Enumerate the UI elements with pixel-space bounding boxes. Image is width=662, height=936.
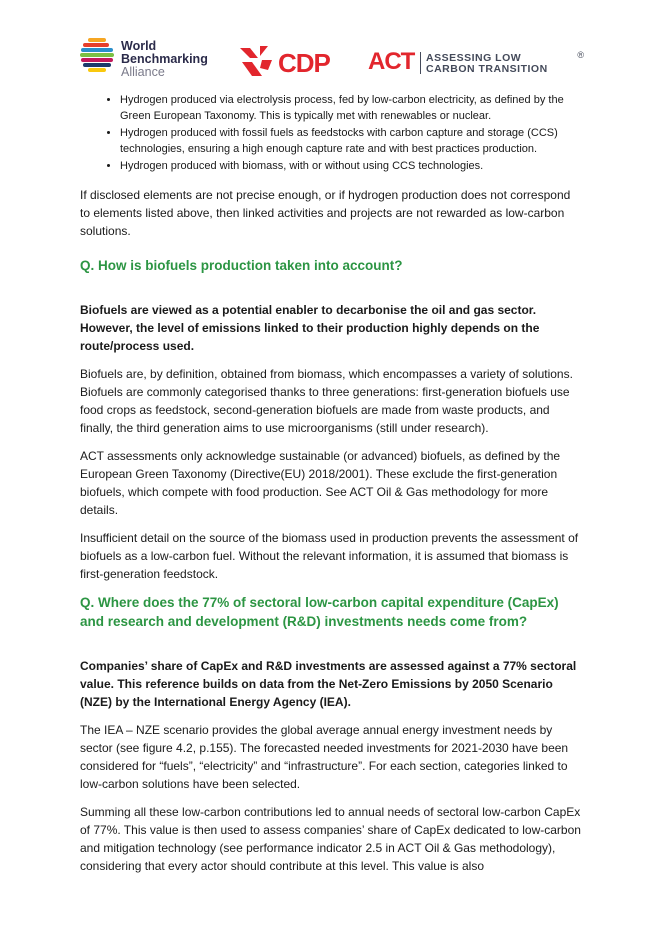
act-divider	[420, 52, 421, 74]
wba-logo-text	[121, 40, 208, 79]
list-item: • Hydrogen produced via electrolysis process, fed by low-carbon electricity, as defined by the Green European Taxonomy. This is typically met with renewables or nuclear.	[120, 92, 582, 124]
wba-line3: Alliance	[121, 65, 165, 79]
paragraph: ACT assessments only acknowledge sustainable (or advanced) biofuels, as defined by the European Green Taxonomy (Directive(EU) 2018/2001). These exclude the first-generation biofuels, which compete with food production. See ACT Oil & Gas methodology for more details.	[80, 449, 561, 517]
page-header	[80, 36, 582, 86]
act-subtitle-line1: ASSESSING LOW	[426, 52, 522, 64]
cdp-mark-icon	[238, 44, 276, 80]
paragraph: Biofuels are, by definition, obtained from biomass, which encompasses a variety of solutions. Biofuels are commonly categorised thanks to three generations: first-generation biofuels use food crops as feedstock, second-generation biofuels are made from waste products, and finally, the third generation aims to use microorganisms (still under research).	[80, 367, 573, 435]
paragraph: Insufficient detail on the source of the biomass used in production prevents the assessment of biofuels as a low-carbon fuel. Without the relevant information, it is assumed that biomass is first-generation feedstock.	[80, 531, 579, 581]
hydrogen-paragraph: If disclosed elements are not precise enough, or if hydrogen production does not correspond to elements listed above, then linked activities and projects are not rewarded as low-carbon solutions.	[80, 188, 571, 238]
cdp-logo	[238, 44, 348, 80]
act-subtitle-line2: CARBON TRANSITION	[426, 63, 548, 75]
paragraph: The IEA – NZE scenario provides the global average annual energy investment needs by sector (see figure 4.2, p.155). The forecasted needed investments for 2021-2030 have been considered for “fuels”, “electricity” and “infrastructure”. For each section, categories linked to low-carbon solutions have been selected.	[80, 723, 569, 791]
question-heading-capex: Q. Where does the 77% of sectoral low-carbon capital expenditure (CapEx) and research and development (R&D) investments needs come from?	[80, 595, 559, 629]
biofuels-lead-paragraph: Biofuels are viewed as a potential enabler to decarbonise the oil and gas sector. However, the level of emissions linked to their production highly depends on the route/process used.	[80, 303, 540, 353]
list-item: • Hydrogen produced with fossil fuels as feedstocks with carbon capture and storage (CCS) technologies, ensuring a high enough capture rate and with best practices production.	[120, 125, 582, 157]
act-logo	[368, 50, 582, 80]
paragraph: Summing all these low-carbon contributions led to annual needs of sectoral low-carbon CapEx of 77%. This value is then used to assess companies’ share of CapEx dedicated to low-carbon and mitigation technology (see performance indicator 2.5 in ACT Oil & Gas methodology), considering that every actor should contribute at this level. This value is also	[80, 805, 581, 873]
list-item: • Hydrogen produced with biomass, with or without using CCS technologies.	[120, 158, 582, 174]
act-logo-subtitle	[426, 53, 548, 75]
capex-lead-paragraph: Companies’ share of CapEx and R&D investments are assessed against a 77% sectoral value. This reference builds on data from the Net-Zero Emissions by 2050 Scenario (NZE) by the International Energy Agency (IEA).	[80, 659, 577, 709]
wba-line2: Benchmarking	[121, 52, 208, 66]
wba-line1: World	[121, 39, 157, 53]
world-benchmarking-alliance-logo	[80, 36, 220, 82]
registered-mark: ®	[577, 50, 584, 60]
wba-stripes-icon	[80, 36, 118, 76]
document-body	[80, 92, 582, 885]
hydrogen-bullet-list	[80, 92, 582, 174]
question-heading-biofuels: Q. How is biofuels production taken into account?	[80, 258, 403, 273]
cdp-logo-text: CDP	[278, 48, 330, 78]
act-logo-word: ACT	[368, 48, 415, 75]
